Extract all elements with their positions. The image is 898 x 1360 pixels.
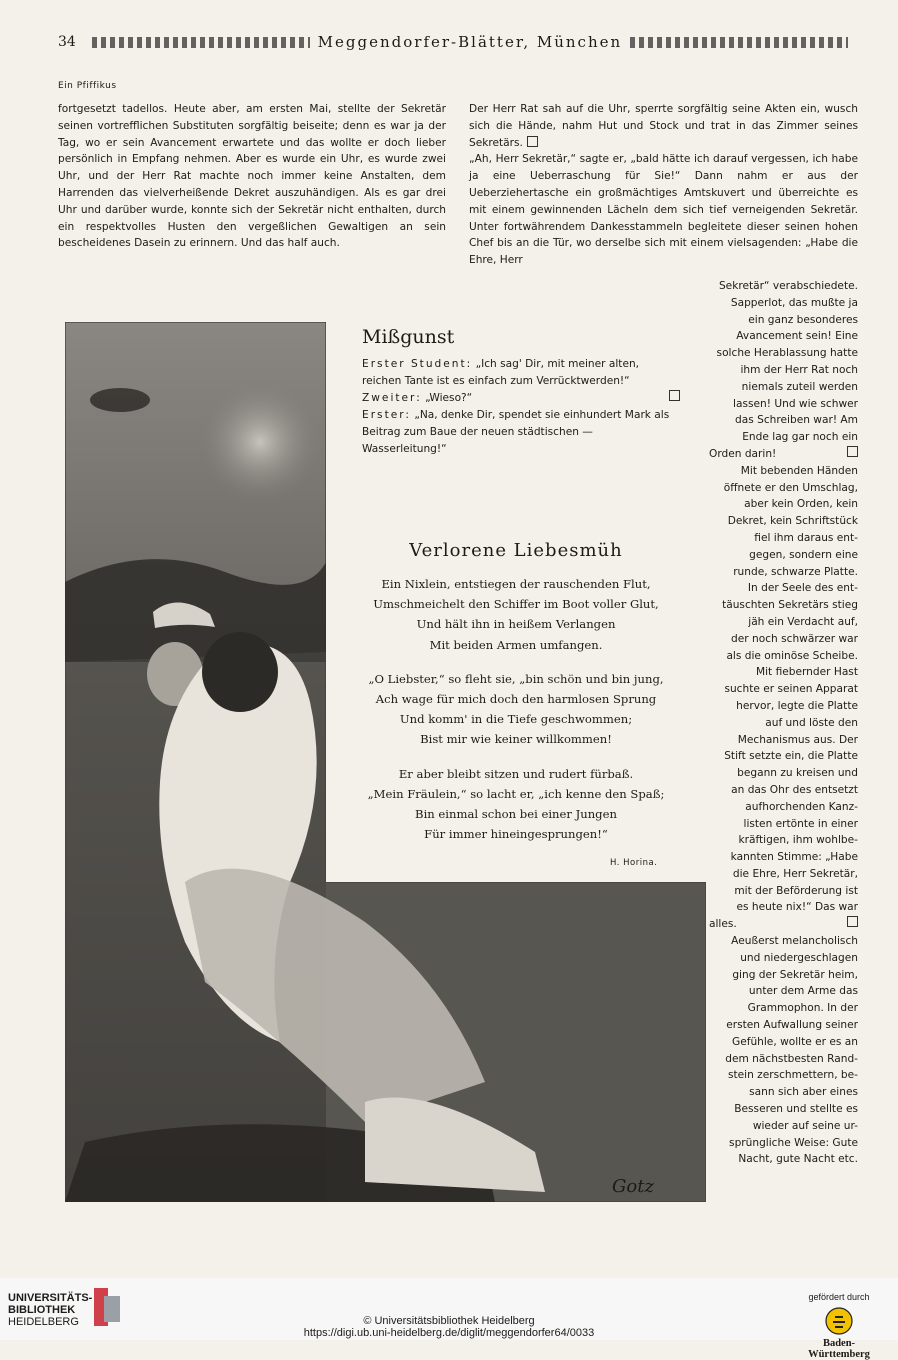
narrow-column-line: Stift setzte ein, die Platte — [724, 750, 858, 763]
narrow-column-line: stein zerschmettern, be- — [727, 1069, 858, 1082]
narrow-column-line: und niedergeschlagen — [740, 951, 858, 964]
story-narrow-column — [709, 278, 858, 1168]
narrow-column-line: kräftigen, ihm wohlbe- — [738, 834, 858, 847]
narrow-column-line: suchte er seinen Apparat — [724, 683, 858, 696]
poem-line: Ein Nixlein, entstiegen der rauschenden Flut, — [381, 577, 651, 591]
footer-credit-lines — [0, 1315, 898, 1339]
narrow-column-line: auf und löste den — [765, 716, 858, 729]
page-header — [58, 30, 856, 54]
narrow-column-line: Nacht, gute Nacht etc. — [738, 1153, 858, 1166]
poem-stanza — [326, 764, 706, 845]
narrow-column-line: gegen, sondern eine — [749, 548, 858, 561]
poem-line: Bist mir wie keiner willkommen! — [420, 732, 612, 747]
narrow-column-line: die Ehre, Herr Sekretär, — [732, 867, 858, 880]
narrow-column-line: mit der Beförderung ist — [734, 884, 858, 897]
poem-author: H. Horina. — [610, 858, 658, 868]
story-paragraph: „Ah, Herr Sekretär,“ sagte er, „bald hätte ich darauf vergessen, ich habe ja eine Ueberraschung für Sie!“ Dann nahm er aus der Ueberziehertasche ein großmächtiges Amtskuvert und überreichte es mit einem gewinnenden Lächeln dem sich tief verneigenden Sekretär. Unter fortwährendem Dankesstammeln begleitete dieser seinen hohen Chef bis an die Tür, wo derselbe sich mit einem vielsagenden: „Habe die Ehre, Herr — [469, 153, 858, 267]
narrow-column-line: täuschten Sekretärs stieg — [722, 599, 858, 612]
story-column-left — [58, 101, 446, 252]
poem-line: „O Liebster,“ so fleht sie, „bin schön und bin jung, — [368, 671, 664, 686]
narrow-column-line: es heute nix!“ Das war — [736, 901, 858, 914]
narrow-column-line: Sekretär“ verabschiedete. — [718, 280, 858, 292]
poem-line: Für immer hineingesprungen!“ — [424, 827, 608, 842]
narrow-column-line: ging der Sekretär heim, — [732, 968, 858, 981]
artist-signature: Gotz — [612, 1176, 654, 1197]
dialogue-line: Erster Student: „Ich sag' Dir, mit meiner alten, reichen Tante ist es einfach zum Verrücktwerden!“ — [362, 358, 640, 387]
story-kicker: Ein Pfiffikus — [58, 81, 117, 91]
narrow-column-line: Orden darin! — [709, 446, 858, 463]
narrow-column-line: begann zu kreisen und — [737, 767, 858, 780]
narrow-column-line: Ende lag gar noch ein — [742, 431, 858, 444]
magazine-title: Meggendorfer-Blätter, München — [317, 33, 623, 51]
library-name: UNIVERSITÄTS- BIBLIOTHEK HEIDELBERG — [8, 1292, 93, 1328]
narrow-column-line: unter dem Arme das — [748, 985, 858, 998]
story-column-right — [469, 101, 858, 269]
poem-stanza — [326, 574, 706, 655]
narrow-column-line: hervor, legte die Platte — [736, 699, 858, 712]
narrow-column-line: sann sich aber eines — [749, 1086, 858, 1099]
narrow-column-line: Mit bebenden Händen — [740, 464, 858, 477]
narrow-column-line: öffnete er den Umschlag, — [723, 481, 858, 494]
header-ornament-right — [630, 37, 848, 48]
poem-line: Ach wage für mich doch den harmlosen Sprung — [375, 692, 657, 707]
missgunst-dialogue — [362, 356, 680, 458]
narrow-column-line: als die ominöse Scheibe. — [726, 649, 858, 662]
narrow-column-line: alles. — [709, 916, 858, 933]
narrow-column-line: dem nächstbesten Rand- — [725, 1052, 858, 1065]
narrow-column-line: kannten Stimme: „Habe — [730, 851, 858, 864]
narrow-column-line: ihm der Herr Rat noch — [740, 363, 858, 376]
header-ornament-left — [92, 37, 310, 48]
narrow-column-line: ein ganz besonderes — [748, 313, 858, 326]
narrow-column-line: aber kein Orden, kein — [744, 498, 858, 511]
story-paragraph: Der Herr Rat sah auf die Uhr, sperrte sorgfältig seine Akten ein, wusch sich die Hände, nahm Hut und Stock und trat in das Zimmer seines Sekretärs. — [469, 103, 858, 149]
narrow-column-line: Mechanismus aus. Der — [737, 733, 858, 746]
paragraph-end-mark — [847, 916, 858, 927]
narrow-column-line: Mit fiebernder Hast — [755, 666, 858, 679]
narrow-column-line: sprüngliche Weise: Gute — [729, 1136, 858, 1149]
poem-line: „Mein Fräulein,“ so lacht er, „ich kenne den Spaß; — [367, 786, 665, 801]
narrow-column-line: an das Ohr des entsetzt — [731, 783, 858, 796]
dialogue-line: Zweiter: „Wieso?“ — [362, 390, 680, 407]
narrow-column-line: Dekret, kein Schriftstück — [727, 515, 858, 528]
narrow-column-line: Gefühle, wollte er es an — [731, 1035, 858, 1048]
narrow-column-line: der noch schwärzer war — [731, 632, 858, 645]
narrow-column-line: fiel ihm daraus ent- — [754, 531, 858, 544]
poem-line: Mit beiden Armen umfangen. — [429, 637, 603, 652]
narrow-column-line: Avancement sein! Eine — [736, 330, 858, 343]
paragraph-end-mark — [527, 136, 538, 147]
narrow-column-line: solche Herablassung hatte — [716, 347, 858, 360]
story-paragraph: fortgesetzt tadellos. Heute aber, am ersten Mai, stellte der Sekretär seinen vortrefflichen Substituten sorgfältig beiseite; denn es war ja der Tag, wo er sein Avancement erwartete und das wollte er doch lieber persönlich in Empfang nehmen. Aber es wurde ein Uhr, es wurde zwei Uhr, und der Herr Rat machte noch immer keine Anstalten, dem Harrenden das vielverheißende Dekret auszuhändigen. Als es gar drei Uhr und darüber wurde, konnte sich der Sekretär nicht enthalten, durch ein respektvolles Husten den vergeßlichen Gewaltigen an sein bescheidenes Dasein zu erinnern. Und das half auch. — [58, 103, 446, 250]
narrow-column-line: niemals zuteil werden — [741, 380, 858, 393]
narrow-column-line: Besseren und stellte es — [734, 1103, 858, 1116]
poem-stanza — [326, 669, 706, 750]
narrow-column-line: Sapperlot, das mußte ja — [730, 296, 858, 309]
narrow-column-line: ersten Aufwallung seiner — [726, 1019, 858, 1032]
narrow-column-line: wieder auf seine ur- — [752, 1119, 858, 1132]
narrow-column-line: Aeußerst melancholisch — [731, 935, 858, 948]
poem-line: Bin einmal schon bei einer Jungen — [415, 807, 617, 822]
narrow-column-line: Grammophon. In der — [747, 1002, 858, 1015]
poem-body — [326, 574, 706, 858]
paragraph-end-mark — [847, 446, 858, 457]
narrow-column-line: lassen! Und wie schwer — [733, 397, 858, 410]
copyright-line: © Universitätsbibliothek Heidelberg — [363, 1315, 535, 1327]
page-number: 34 — [58, 34, 76, 50]
source-url[interactable]: https://digi.ub.uni-heidelberg.de/diglit/meggendorfer64/0033 — [303, 1327, 595, 1339]
poem-line: Umschmeichelt den Schiffer im Boot voller Glut, — [373, 597, 659, 612]
poem-line: Und hält ihn in heißem Verlangen — [416, 617, 616, 632]
poem-line: Er aber bleibt sitzen und rudert fürbaß. — [398, 766, 634, 781]
paragraph-end-mark — [669, 390, 680, 401]
poem-title: Verlorene Liebesmüh — [409, 540, 623, 561]
missgunst-title: Mißgunst — [362, 326, 455, 348]
dialogue-line: Erster: „Na, denke Dir, spendet sie einhundert Mark als Beitrag zum Baue der neuen städtischen — Wasserleitung!“ — [362, 409, 670, 455]
poem-line: Und komm' in die Tiefe geschwommen; — [399, 712, 633, 727]
funder-block: gefördert durch Baden-Württemberg — [808, 1292, 870, 1360]
narrow-column-line: runde, schwarze Platte. — [733, 565, 858, 578]
narrow-column-line: aufhorchenden Kanz- — [745, 800, 858, 813]
narrow-column-line: In der Seele des ent- — [747, 582, 858, 595]
narrow-column-line: jäh ein Verdacht auf, — [748, 615, 858, 628]
narrow-column-line: listen ertönte in einer — [743, 817, 858, 830]
narrow-column-line: das Schreiben war! Am — [735, 414, 858, 427]
